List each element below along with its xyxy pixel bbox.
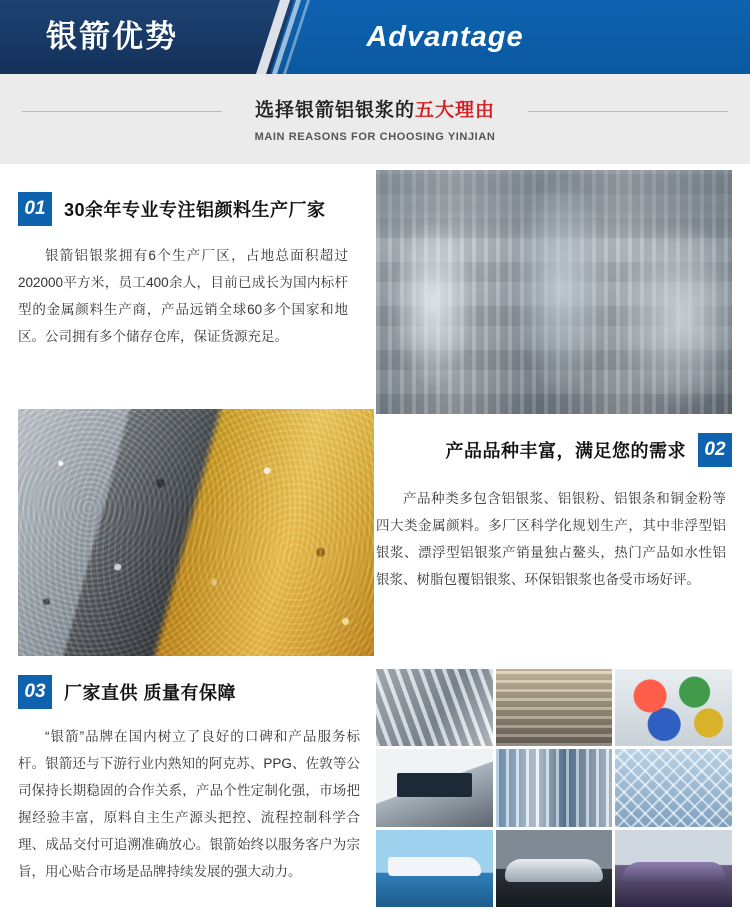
collage-cell-metal-tube <box>496 749 613 826</box>
banner-title-en: Advantage <box>366 20 524 53</box>
collage-cell-interior <box>496 669 613 746</box>
section-3-body: “银箭”品牌在国内树立了良好的口碑和产品服务标杆。银箭还与下游行业内熟知的阿克苏、PPG、佐敦等公司保持长期稳固的合作关系，产品个性定制化强，市场把握经验丰富，原料自主生产源头把控、流程控制科学合理、成品交付可追溯准确放心。银箭始终以服务客户为宗旨，用心贴合市场是品牌持续发展的强大动力。 <box>18 729 360 879</box>
section-3-text-column <box>18 675 370 885</box>
section-2-title: 产品品种丰富，满足您的需求 <box>445 441 686 461</box>
subheader-subtitle: MAIN REASONS FOR CHOOSING YINJIAN <box>254 131 496 143</box>
collage-cell-steel-truss <box>615 749 732 826</box>
section-2-image <box>18 409 374 656</box>
collage-cell-laptop <box>376 749 493 826</box>
collage-cell-pipes <box>376 669 493 746</box>
advantage-section-1 <box>0 164 750 409</box>
page-banner <box>0 0 750 74</box>
advantage-section-3 <box>0 661 750 906</box>
section-1-title: 30余年专业专注铝颜料生产厂家 <box>64 200 326 220</box>
subheader <box>0 74 750 164</box>
section-3-heading <box>18 675 370 709</box>
section-1-text-column <box>18 192 358 350</box>
section-2-number-badge: 02 <box>698 433 732 467</box>
subheader-rule-right <box>528 111 728 112</box>
section-1-heading <box>18 192 358 226</box>
section-1-image <box>376 170 732 414</box>
collage-cell-purple-car <box>615 830 732 907</box>
section-1-number-badge: 01 <box>18 192 52 226</box>
subheader-title <box>255 95 495 122</box>
section-1-body: 银箭铝银浆拥有6个生产厂区，占地总面积超过202000平方米，员工400余人，目前已成长为国内标杆型的金属颜料生产商，产品远销全球60多个国家和地区。公司拥有多个储存仓库，保证货源充足。 <box>18 248 348 344</box>
subheader-title-prefix: 选择银箭铝银浆的 <box>254 100 415 121</box>
collage-cell-ship <box>376 830 493 907</box>
section-3-number-badge: 03 <box>18 675 52 709</box>
section-3-image <box>376 669 732 907</box>
metal-powder-samples-photo <box>18 409 374 656</box>
section-3-title: 厂家直供 质量有保障 <box>64 683 237 703</box>
section-2-heading <box>376 433 732 467</box>
section-2-text-column <box>376 433 732 593</box>
advantage-section-2 <box>0 409 750 661</box>
factory-production-line-photo <box>376 170 732 414</box>
collage-cell-silver-car <box>496 830 613 907</box>
section-2-body: 产品种类多包含铝银浆、铝银粉、铝银条和铜金粉等四大类金属颜料。多厂区科学化规划生产，其中非浮型铝银浆、漂浮型铝银浆产销量独占鳌头，热门产品如水性铝银浆、树脂包覆铝银浆、环保铝银浆也备受市场好评。 <box>376 491 726 587</box>
banner-title-cn: 银箭优势 <box>46 19 178 54</box>
subheader-title-highlight: 五大理由 <box>415 100 496 121</box>
applications-collage-photo <box>376 669 732 907</box>
collage-cell-colored-spheres <box>615 669 732 746</box>
subheader-rule-left <box>22 111 222 112</box>
